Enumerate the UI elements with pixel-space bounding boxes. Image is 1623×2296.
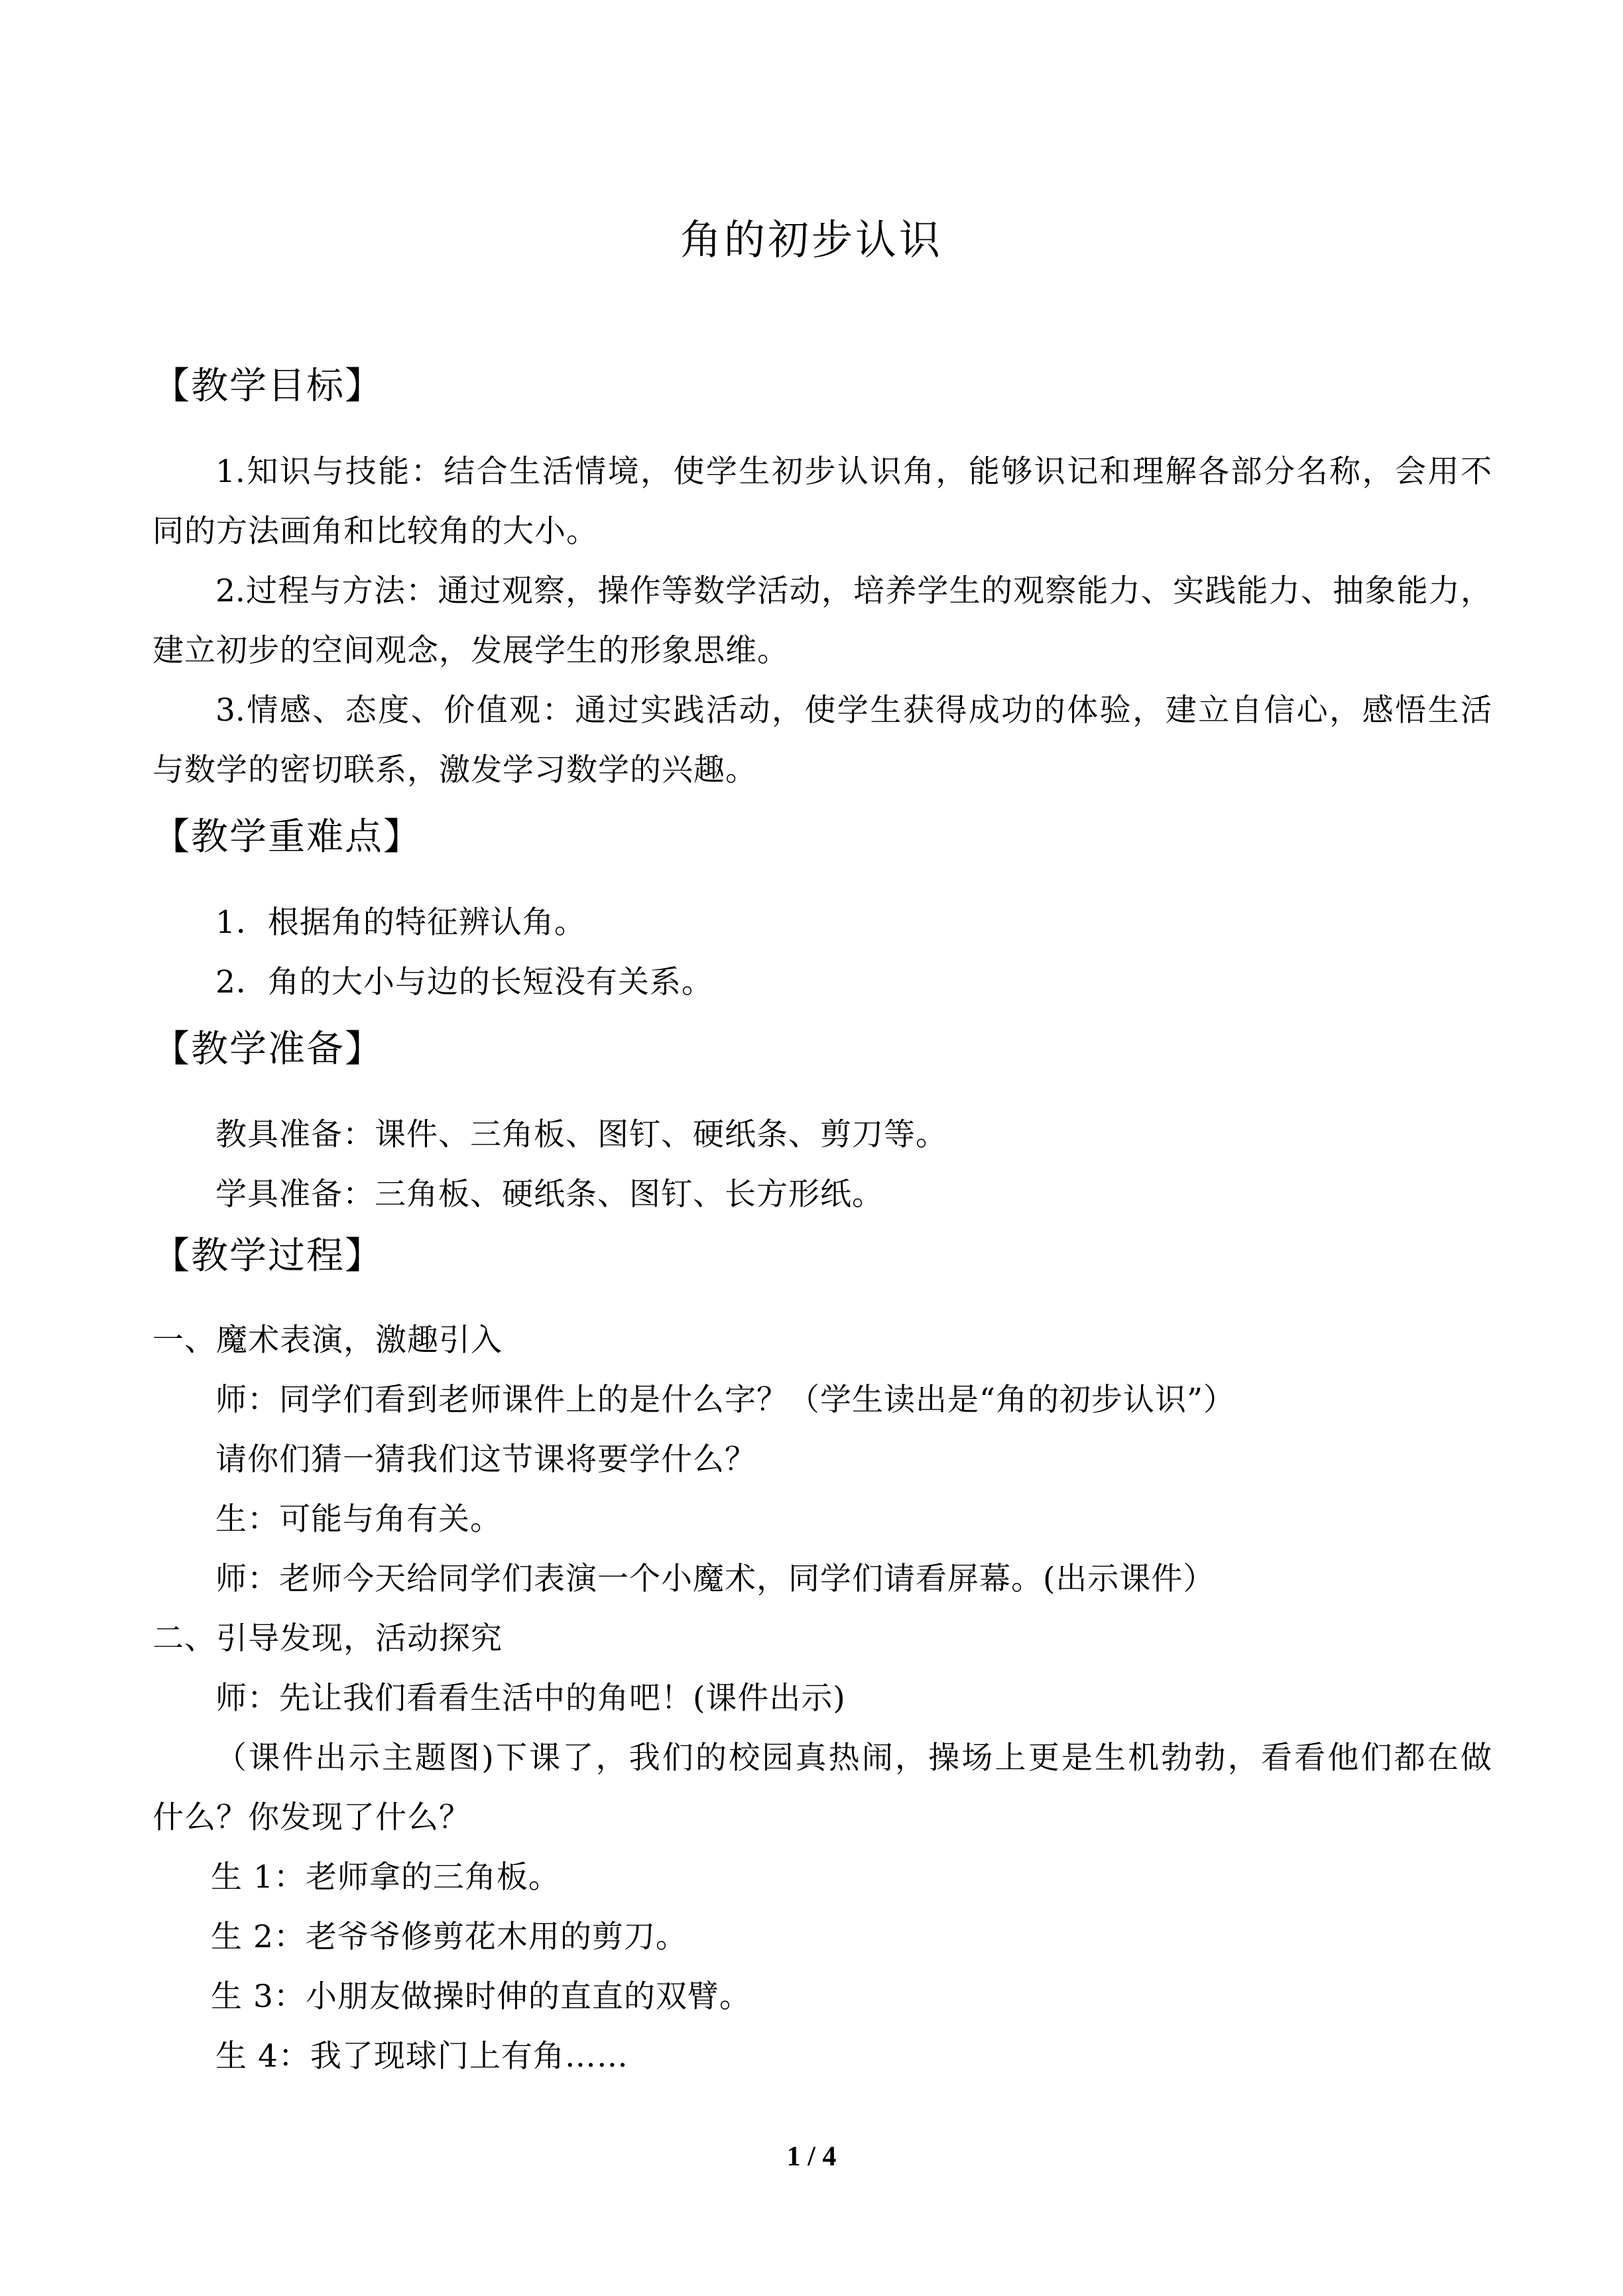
process-part-2-line-4: 生 1：老师拿的三角板。 <box>211 1859 560 1896</box>
heading-key-points: 【教学重难点】 <box>152 816 422 859</box>
heading-objectives: 【教学目标】 <box>152 365 383 408</box>
process-part-2-line-1: 师：先让我们看看生活中的角吧！(课件出示) <box>215 1680 846 1717</box>
objective-3-line-1: 3.情感、态度、价值观：通过实践活动，使学生获得成功的体验，建立自信心，感悟生活 <box>215 692 1492 729</box>
objective-3-line-2: 与数学的密切联系，激发学习数学的兴趣。 <box>152 752 757 788</box>
heading-process: 【教学过程】 <box>152 1235 383 1278</box>
process-part-2-line-2: （课件出示主题图)下课了，我们的校园真热闹，操场上更是生机勃勃，看看他们都在做 <box>215 1740 1492 1776</box>
process-part-2-line-6: 生 3：小朋友做操时伸的直直的双臂。 <box>211 1978 751 2015</box>
process-part-1-title: 一、魔术表演，激趣引入 <box>152 1322 503 1359</box>
heading-preparation: 【教学准备】 <box>152 1028 383 1071</box>
process-part-1-line-1: 师：同学们看到老师课件上的是什么字？（学生读出是“角的初步认识”） <box>215 1382 1236 1418</box>
process-part-2-line-3: 什么？你发现了什么？ <box>152 1799 471 1836</box>
process-part-1-line-3: 生：可能与角有关。 <box>215 1501 502 1538</box>
document-title: 角的初步认识 <box>680 215 943 264</box>
process-part-1-line-4: 师：老师今天给同学们表演一个小魔术，同学们请看屏幕。(出示课件） <box>215 1561 1215 1597</box>
objective-1-line-2: 同的方法画角和比较角的大小。 <box>152 513 598 550</box>
preparation-student: 学具准备：三角板、硬纸条、图钉、长方形纸。 <box>215 1176 884 1213</box>
process-part-2-line-7: 生 4：我了现球门上有角…… <box>215 2038 629 2075</box>
preparation-teacher: 教具准备：课件、三角板、图钉、硬纸条、剪刀等。 <box>215 1117 947 1153</box>
objective-2-line-2: 建立初步的空间观念，发展学生的形象思维。 <box>152 633 789 669</box>
objective-2-line-1: 2.过程与方法：通过观察，操作等数学活动，培养学生的观察能力、实践能力、抽象能力， <box>215 573 1492 609</box>
process-part-1-line-2: 请你们猜一猜我们这节课将要学什么？ <box>215 1441 756 1478</box>
process-part-2-line-5: 生 2：老爷爷修剪花木用的剪刀。 <box>211 1919 688 1955</box>
objective-1-line-1: 1.知识与技能：结合生活情境，使学生初步认识角，能够识记和理解各部分名称，会用不 <box>215 453 1492 490</box>
key-point-1: 1．根据角的特征辨认角。 <box>215 904 586 941</box>
process-part-2-title: 二、引导发现，活动探究 <box>152 1620 503 1657</box>
page-number: 1 / 4 <box>786 2142 837 2172</box>
key-point-2: 2．角的大小与边的长短没有关系。 <box>215 964 713 1000</box>
